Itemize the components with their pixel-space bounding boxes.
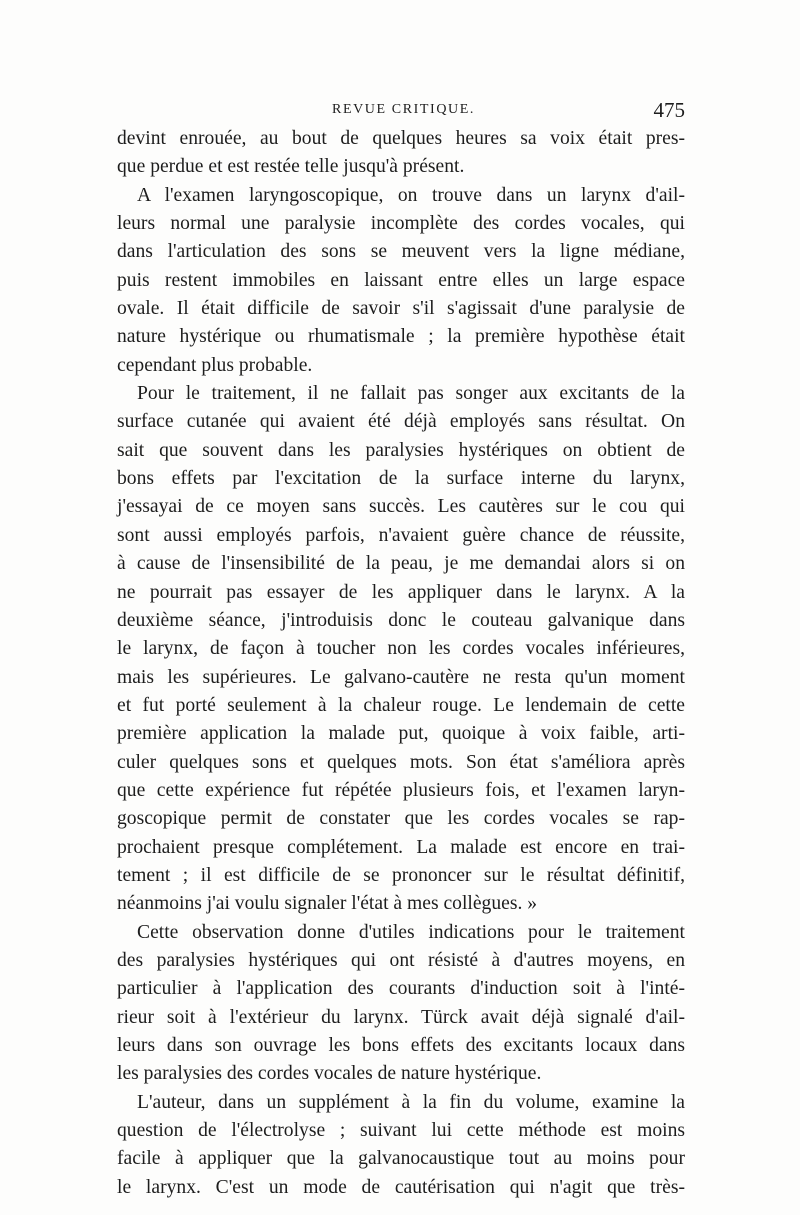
text-line: Pour le traitement, il ne fallait pas songer aux excitants de la [137, 383, 685, 405]
text-line: facile à appliquer que la galvanocaustique tout au moins pour [117, 1148, 685, 1170]
text-line: tement ; il est difficile de se prononcer sur le résultat définitif, [117, 864, 685, 886]
text-line: Cette observation donne d'utiles indications pour le traitement [137, 921, 685, 943]
text-line: culer quelques sons et quelques mots. Son état s'améliora après [117, 751, 685, 773]
text-line: des paralysies hystériques qui ont résisté à d'autres moyens, en [117, 949, 685, 971]
text-line: mais les supérieures. Le galvano-cautère ne resta qu'un moment [117, 666, 685, 688]
body-text [117, 125, 685, 1202]
text-line: néanmoins j'ai voulu signaler l'état à mes collègues. » [117, 893, 538, 915]
text-line: que perdue et est restée telle jusqu'à présent. [117, 156, 465, 178]
text-line: sont aussi employés parfois, n'avaient guère chance de réussite, [117, 524, 685, 546]
text-line: rieur soit à l'extérieur du larynx. Türck avait déjà signalé d'ail- [117, 1006, 685, 1028]
page-number: 475 [653, 98, 685, 122]
text-line: devint enrouée, au bout de quelques heures sa voix était pres- [117, 128, 685, 149]
text-line: goscopique permit de constater que les cordes vocales se rap- [117, 808, 685, 830]
text-line: les paralysies des cordes vocales de nature hystérique. [117, 1063, 542, 1085]
text-line: que cette expérience fut répétée plusieurs fois, et l'examen laryn- [117, 779, 685, 801]
text-line: A l'examen laryngoscopique, on trouve dans un larynx d'ail- [137, 184, 685, 206]
text-line: particulier à l'application des courants d'induction soit à l'inté- [117, 978, 685, 1000]
text-line: deuxième séance, j'introduisis donc le couteau galvanique dans [117, 609, 685, 631]
text-line: prochaient presque complétement. La malade est encore en trai- [117, 836, 685, 858]
page-header [117, 98, 685, 122]
text-line: sait que souvent dans les paralysies hystériques on obtient de [117, 439, 685, 461]
text-line: le larynx. C'est un mode de cautérisation qui n'agit que très- [117, 1176, 685, 1198]
text-line: ovale. Il était difficile de savoir s'il s'agissait d'une paralysie de [117, 298, 685, 320]
text-line: à cause de l'insensibilité de la peau, je me demandai alors si on [117, 553, 685, 575]
text-line: L'auteur, dans un supplément à la fin du volume, examine la [137, 1091, 685, 1113]
text-line: ne pourrait pas essayer de les appliquer dans le larynx. A la [117, 581, 685, 603]
text-line: nature hystérique ou rhumatismale ; la première hypothèse était [117, 326, 685, 348]
text-line: cependant plus probable. [117, 354, 313, 376]
text-line: bons effets par l'excitation de la surface interne du larynx, [117, 468, 685, 490]
text-line: et fut porté seulement à la chaleur rouge. Le lendemain de cette [117, 694, 685, 716]
text-line: question de l'électrolyse ; suivant lui cette méthode est moins [117, 1120, 685, 1142]
text-line: leurs dans son ouvrage les bons effets des excitants locaux dans [117, 1035, 685, 1056]
text-line: le larynx, de façon à toucher non les cordes vocales inférieures, [117, 638, 685, 660]
text-line: leurs normal une paralysie incomplète des cordes vocales, qui [117, 213, 685, 235]
running-head: REVUE CRITIQUE. [332, 102, 475, 117]
text-line: surface cutanée qui avaient été déjà employés sans résultat. On [117, 411, 685, 433]
text-line: première application la malade put, quoique à voix faible, arti- [117, 723, 685, 745]
text-line: dans l'articulation des sons se meuvent vers la ligne médiane, [117, 241, 685, 263]
text-line: j'essayai de ce moyen sans succès. Les cautères sur le cou qui [117, 496, 685, 518]
text-line: puis restent immobiles en laissant entre elles un large espace [117, 269, 685, 291]
